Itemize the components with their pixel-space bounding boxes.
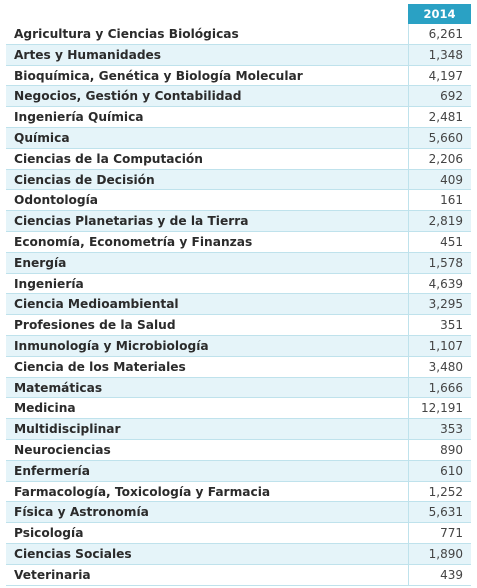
subject-label: Ingeniería — [14, 276, 84, 291]
table-row — [6, 170, 471, 191]
table-row — [6, 128, 471, 149]
document-count: 1,890 — [408, 544, 471, 564]
document-count: 692 — [408, 86, 471, 106]
table-row — [6, 336, 471, 357]
subject-label: Psicología — [14, 526, 84, 541]
subject-label: Odontología — [14, 193, 99, 208]
table-header-row — [6, 4, 471, 24]
table-row — [6, 565, 471, 586]
subject-label: Veterinaria — [14, 567, 91, 582]
document-count: 2,481 — [408, 107, 471, 127]
table-row — [6, 232, 471, 253]
table-row — [6, 419, 471, 440]
document-count: 610 — [408, 461, 471, 481]
subject-label: Ingeniería Química — [14, 110, 144, 125]
document-count: 4,639 — [408, 274, 471, 294]
subject-area-table — [6, 4, 471, 586]
table-row — [6, 523, 471, 544]
document-count: 5,631 — [408, 502, 471, 522]
table-row — [6, 66, 471, 87]
table-row — [6, 24, 471, 45]
subject-label: Profesiones de la Salud — [14, 318, 176, 333]
document-count: 3,480 — [408, 357, 471, 377]
subject-label: Ciencias de Decisión — [14, 172, 155, 187]
table-body — [6, 24, 471, 586]
subject-label: Física y Astronomía — [14, 505, 149, 520]
subject-label: Negocios, Gestión y Contabilidad — [14, 89, 242, 104]
document-count: 351 — [408, 315, 471, 335]
table-row — [6, 357, 471, 378]
year-column-header: 2014 — [408, 4, 471, 24]
document-count: 1,578 — [408, 253, 471, 273]
table-row — [6, 107, 471, 128]
document-count: 3,295 — [408, 294, 471, 314]
subject-label: Multidisciplinar — [14, 422, 121, 437]
document-count: 1,348 — [408, 45, 471, 65]
document-count: 6,261 — [408, 24, 471, 44]
table-row — [6, 253, 471, 274]
document-count: 12,191 — [408, 398, 471, 418]
subject-label: Ciencias Planetarias y de la Tierra — [14, 214, 249, 229]
subject-label: Matemáticas — [14, 380, 103, 395]
table-row — [6, 398, 471, 419]
table-row — [6, 544, 471, 565]
table-row — [6, 294, 471, 315]
document-count: 771 — [408, 523, 471, 543]
document-count: 1,666 — [408, 378, 471, 398]
subject-label: Artes y Humanidades — [14, 47, 162, 62]
document-count: 1,107 — [408, 336, 471, 356]
subject-label: Ciencia de los Materiales — [14, 359, 186, 374]
document-count: 439 — [408, 565, 471, 585]
table-row — [6, 440, 471, 461]
document-count: 5,660 — [408, 128, 471, 148]
subject-label: Farmacología, Toxicología y Farmacia — [14, 484, 271, 499]
document-count: 2,206 — [408, 149, 471, 169]
document-count: 409 — [408, 170, 471, 190]
document-count: 4,197 — [408, 66, 471, 86]
subject-label: Ciencias de la Computación — [14, 151, 203, 166]
subject-label: Enfermería — [14, 463, 90, 478]
table-row — [6, 190, 471, 211]
subject-label: Bioquímica, Genética y Biología Molecular — [14, 68, 303, 83]
document-count: 353 — [408, 419, 471, 439]
document-count: 1,252 — [408, 482, 471, 502]
subject-label: Ciencias Sociales — [14, 546, 132, 561]
table-row — [6, 461, 471, 482]
table-row — [6, 45, 471, 66]
subject-label: Neurociencias — [14, 442, 111, 457]
document-count: 890 — [408, 440, 471, 460]
subject-label: Ciencia Medioambiental — [14, 297, 179, 312]
table-row — [6, 502, 471, 523]
table-row — [6, 378, 471, 399]
document-count: 161 — [408, 190, 471, 210]
table-row — [6, 211, 471, 232]
document-count: 451 — [408, 232, 471, 252]
subject-label: Inmunología y Microbiología — [14, 338, 209, 353]
table-row — [6, 86, 471, 107]
header-label-cell — [6, 4, 408, 24]
subject-label: Agricultura y Ciencias Biológicas — [14, 27, 239, 41]
subject-label: Química — [14, 130, 70, 145]
subject-label: Energía — [14, 255, 67, 270]
subject-label: Economía, Econometría y Finanzas — [14, 234, 253, 249]
document-count: 2,819 — [408, 211, 471, 231]
table-row — [6, 482, 471, 503]
table-row — [6, 315, 471, 336]
table-row — [6, 274, 471, 295]
subject-label: Medicina — [14, 401, 76, 416]
table-row — [6, 149, 471, 170]
